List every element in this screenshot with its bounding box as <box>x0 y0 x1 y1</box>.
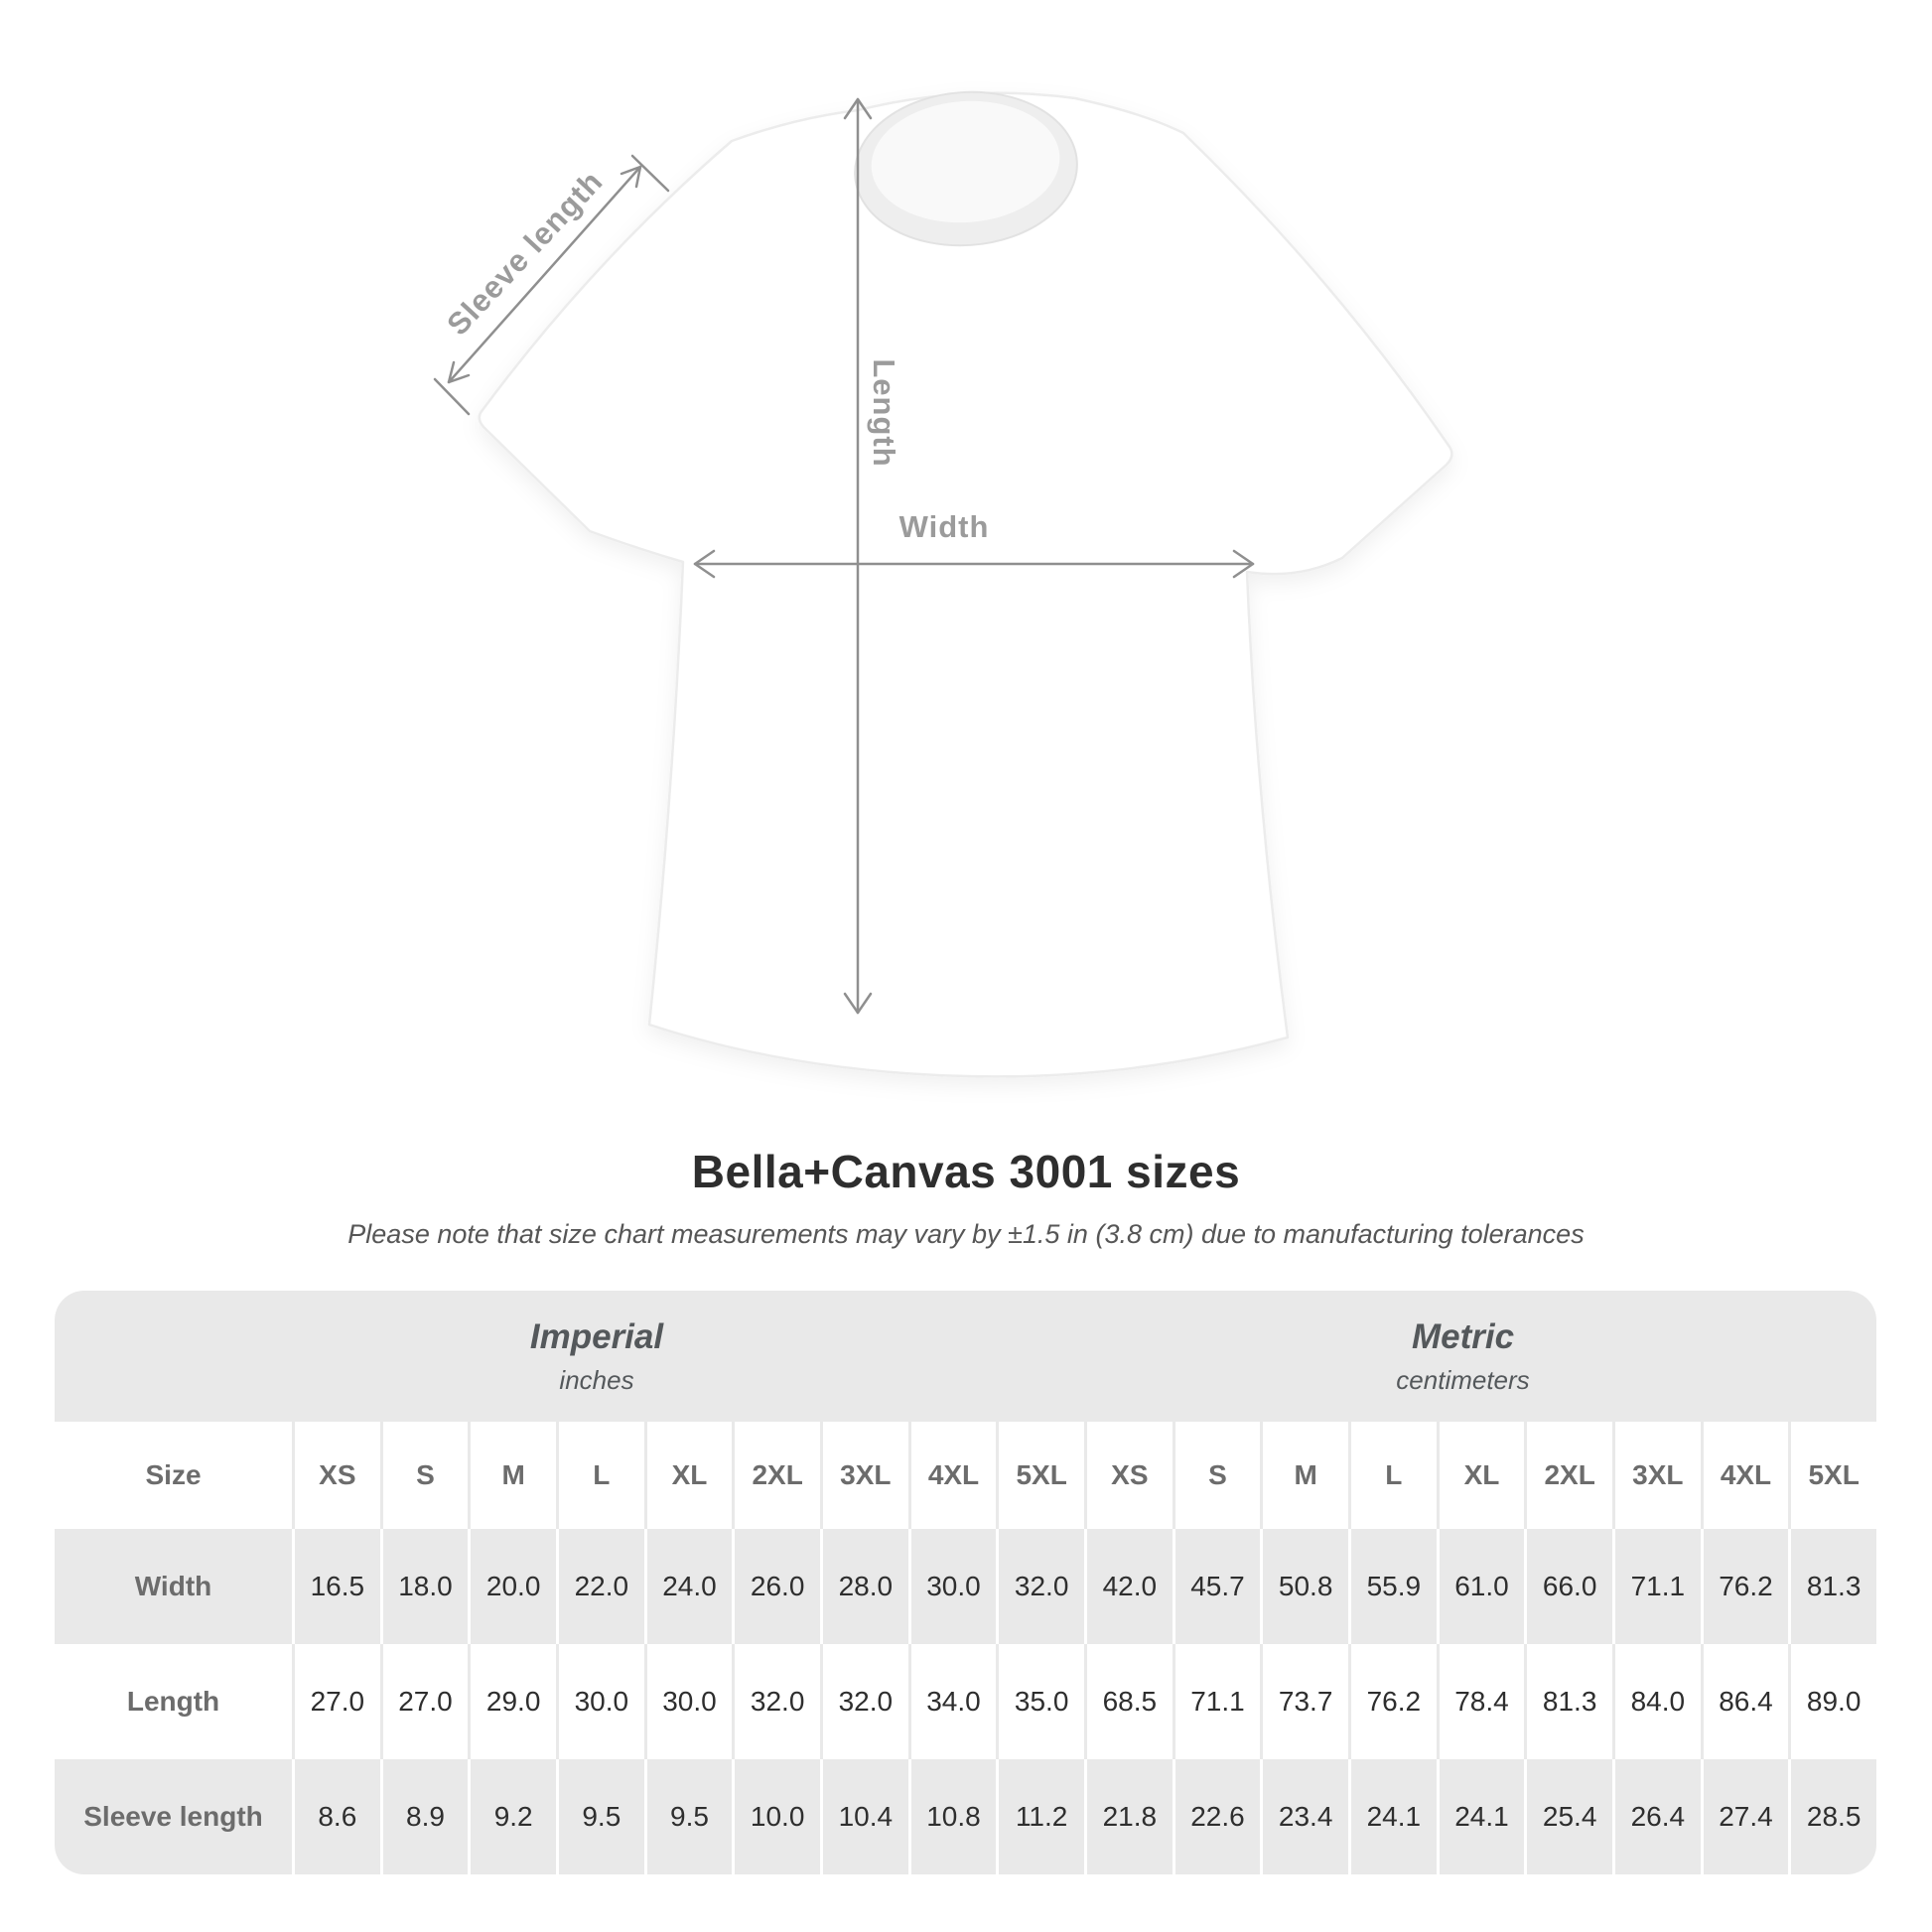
size-column-header: M <box>471 1422 556 1529</box>
width-value-cell: 81.3 <box>1791 1529 1876 1644</box>
width-value-cell: 24.0 <box>647 1529 733 1644</box>
row-label-width: Width <box>55 1529 292 1644</box>
width-value-cell: 66.0 <box>1527 1529 1612 1644</box>
sleeve-length-value-cell: 10.8 <box>911 1759 997 1874</box>
length-value-cell: 35.0 <box>999 1644 1084 1759</box>
length-value-cell: 84.0 <box>1615 1644 1701 1759</box>
sleeve-length-value-cell: 10.0 <box>735 1759 820 1874</box>
length-value-cell: 81.3 <box>1527 1644 1612 1759</box>
imperial-group-header <box>55 1291 1084 1422</box>
size-column-header: 2XL <box>735 1422 820 1529</box>
size-column-header: 4XL <box>1704 1422 1789 1529</box>
metric-group-name: Metric <box>1411 1316 1515 1356</box>
length-value-cell: 32.0 <box>735 1644 820 1759</box>
length-value-cell: 27.0 <box>383 1644 469 1759</box>
row-label-length: Length <box>55 1644 292 1759</box>
size-column-header: S <box>383 1422 469 1529</box>
size-column-header: XS <box>1087 1422 1173 1529</box>
sleeve-length-value-cell: 10.4 <box>823 1759 908 1874</box>
size-column-header: 5XL <box>999 1422 1084 1529</box>
metric-group-header <box>1084 1291 1876 1422</box>
width-value-cell: 76.2 <box>1704 1529 1789 1644</box>
width-value-cell: 20.0 <box>471 1529 556 1644</box>
length-value-cell: 30.0 <box>559 1644 644 1759</box>
sleeve-length-value-cell: 21.8 <box>1087 1759 1173 1874</box>
width-value-cell: 28.0 <box>823 1529 908 1644</box>
sleeve-length-value-cell: 24.1 <box>1440 1759 1525 1874</box>
tolerance-note: Please note that size chart measurements may vary by ±1.5 in (3.8 cm) due to manufacturing tolerances <box>347 1219 1585 1249</box>
width-value-cell: 16.5 <box>295 1529 380 1644</box>
length-value-cell: 76.2 <box>1351 1644 1437 1759</box>
size-table <box>55 1291 1876 1874</box>
width-value-cell: 22.0 <box>559 1529 644 1644</box>
width-value-cell: 42.0 <box>1087 1529 1173 1644</box>
sleeve-length-value-cell: 9.5 <box>559 1759 644 1874</box>
sleeve-length-value-cell: 25.4 <box>1527 1759 1612 1874</box>
unit-group-header <box>55 1291 1876 1422</box>
sleeve-length-value-cell: 26.4 <box>1615 1759 1701 1874</box>
sleeve-length-value-cell: 27.4 <box>1704 1759 1789 1874</box>
size-column-header: XL <box>647 1422 733 1529</box>
size-column-header: 3XL <box>823 1422 908 1529</box>
sleeve-length-value-cell: 22.6 <box>1175 1759 1261 1874</box>
width-value-cell: 18.0 <box>383 1529 469 1644</box>
size-column-header: S <box>1175 1422 1261 1529</box>
width-value-cell: 71.1 <box>1615 1529 1701 1644</box>
tshirt-illustration <box>480 84 1452 1076</box>
size-column-header: XL <box>1440 1422 1525 1529</box>
sleeve-length-value-cell: 23.4 <box>1263 1759 1348 1874</box>
length-value-cell: 34.0 <box>911 1644 997 1759</box>
imperial-group-name: Imperial <box>529 1316 664 1356</box>
table-row-length <box>55 1644 1876 1759</box>
length-value-cell: 29.0 <box>471 1644 556 1759</box>
size-column-header: 5XL <box>1791 1422 1876 1529</box>
sleeve-length-value-cell: 9.2 <box>471 1759 556 1874</box>
row-label-sleeve-length: Sleeve length <box>55 1759 292 1874</box>
sleeve-length-value-cell: 11.2 <box>999 1759 1084 1874</box>
length-value-cell: 78.4 <box>1440 1644 1525 1759</box>
length-value-cell: 32.0 <box>823 1644 908 1759</box>
length-value-cell: 71.1 <box>1175 1644 1261 1759</box>
width-value-cell: 50.8 <box>1263 1529 1348 1644</box>
size-header-row <box>55 1422 1876 1529</box>
table-row-width <box>55 1529 1876 1644</box>
size-column-header: 4XL <box>911 1422 997 1529</box>
length-value-cell: 73.7 <box>1263 1644 1348 1759</box>
sleeve-length-label: Sleeve length <box>440 163 611 343</box>
imperial-group-unit: inches <box>559 1364 634 1395</box>
size-column-header: XS <box>295 1422 380 1529</box>
sleeve-length-value-cell: 8.6 <box>295 1759 380 1874</box>
sleeve-length-value-cell: 28.5 <box>1791 1759 1876 1874</box>
width-label: Width <box>898 509 990 544</box>
length-value-cell: 68.5 <box>1087 1644 1173 1759</box>
table-row-sleeve-length <box>55 1759 1876 1874</box>
length-label: Length <box>867 358 901 468</box>
width-value-cell: 55.9 <box>1351 1529 1437 1644</box>
metric-group-unit: centimeters <box>1396 1364 1530 1395</box>
width-value-cell: 32.0 <box>999 1529 1084 1644</box>
size-column-header: M <box>1263 1422 1348 1529</box>
size-column-header: L <box>559 1422 644 1529</box>
width-value-cell: 45.7 <box>1175 1529 1261 1644</box>
length-value-cell: 27.0 <box>295 1644 380 1759</box>
width-value-cell: 26.0 <box>735 1529 820 1644</box>
length-value-cell: 89.0 <box>1791 1644 1876 1759</box>
size-column-header: 2XL <box>1527 1422 1612 1529</box>
sleeve-length-value-cell: 9.5 <box>647 1759 733 1874</box>
size-column-header: L <box>1351 1422 1437 1529</box>
length-value-cell: 86.4 <box>1704 1644 1789 1759</box>
sleeve-length-value-cell: 24.1 <box>1351 1759 1437 1874</box>
width-value-cell: 30.0 <box>911 1529 997 1644</box>
page-title: Bella+Canvas 3001 sizes <box>691 1146 1241 1197</box>
width-value-cell: 61.0 <box>1440 1529 1525 1644</box>
sleeve-length-value-cell: 8.9 <box>383 1759 469 1874</box>
size-column-header: 3XL <box>1615 1422 1701 1529</box>
length-value-cell: 30.0 <box>647 1644 733 1759</box>
size-header-label: Size <box>55 1422 292 1529</box>
